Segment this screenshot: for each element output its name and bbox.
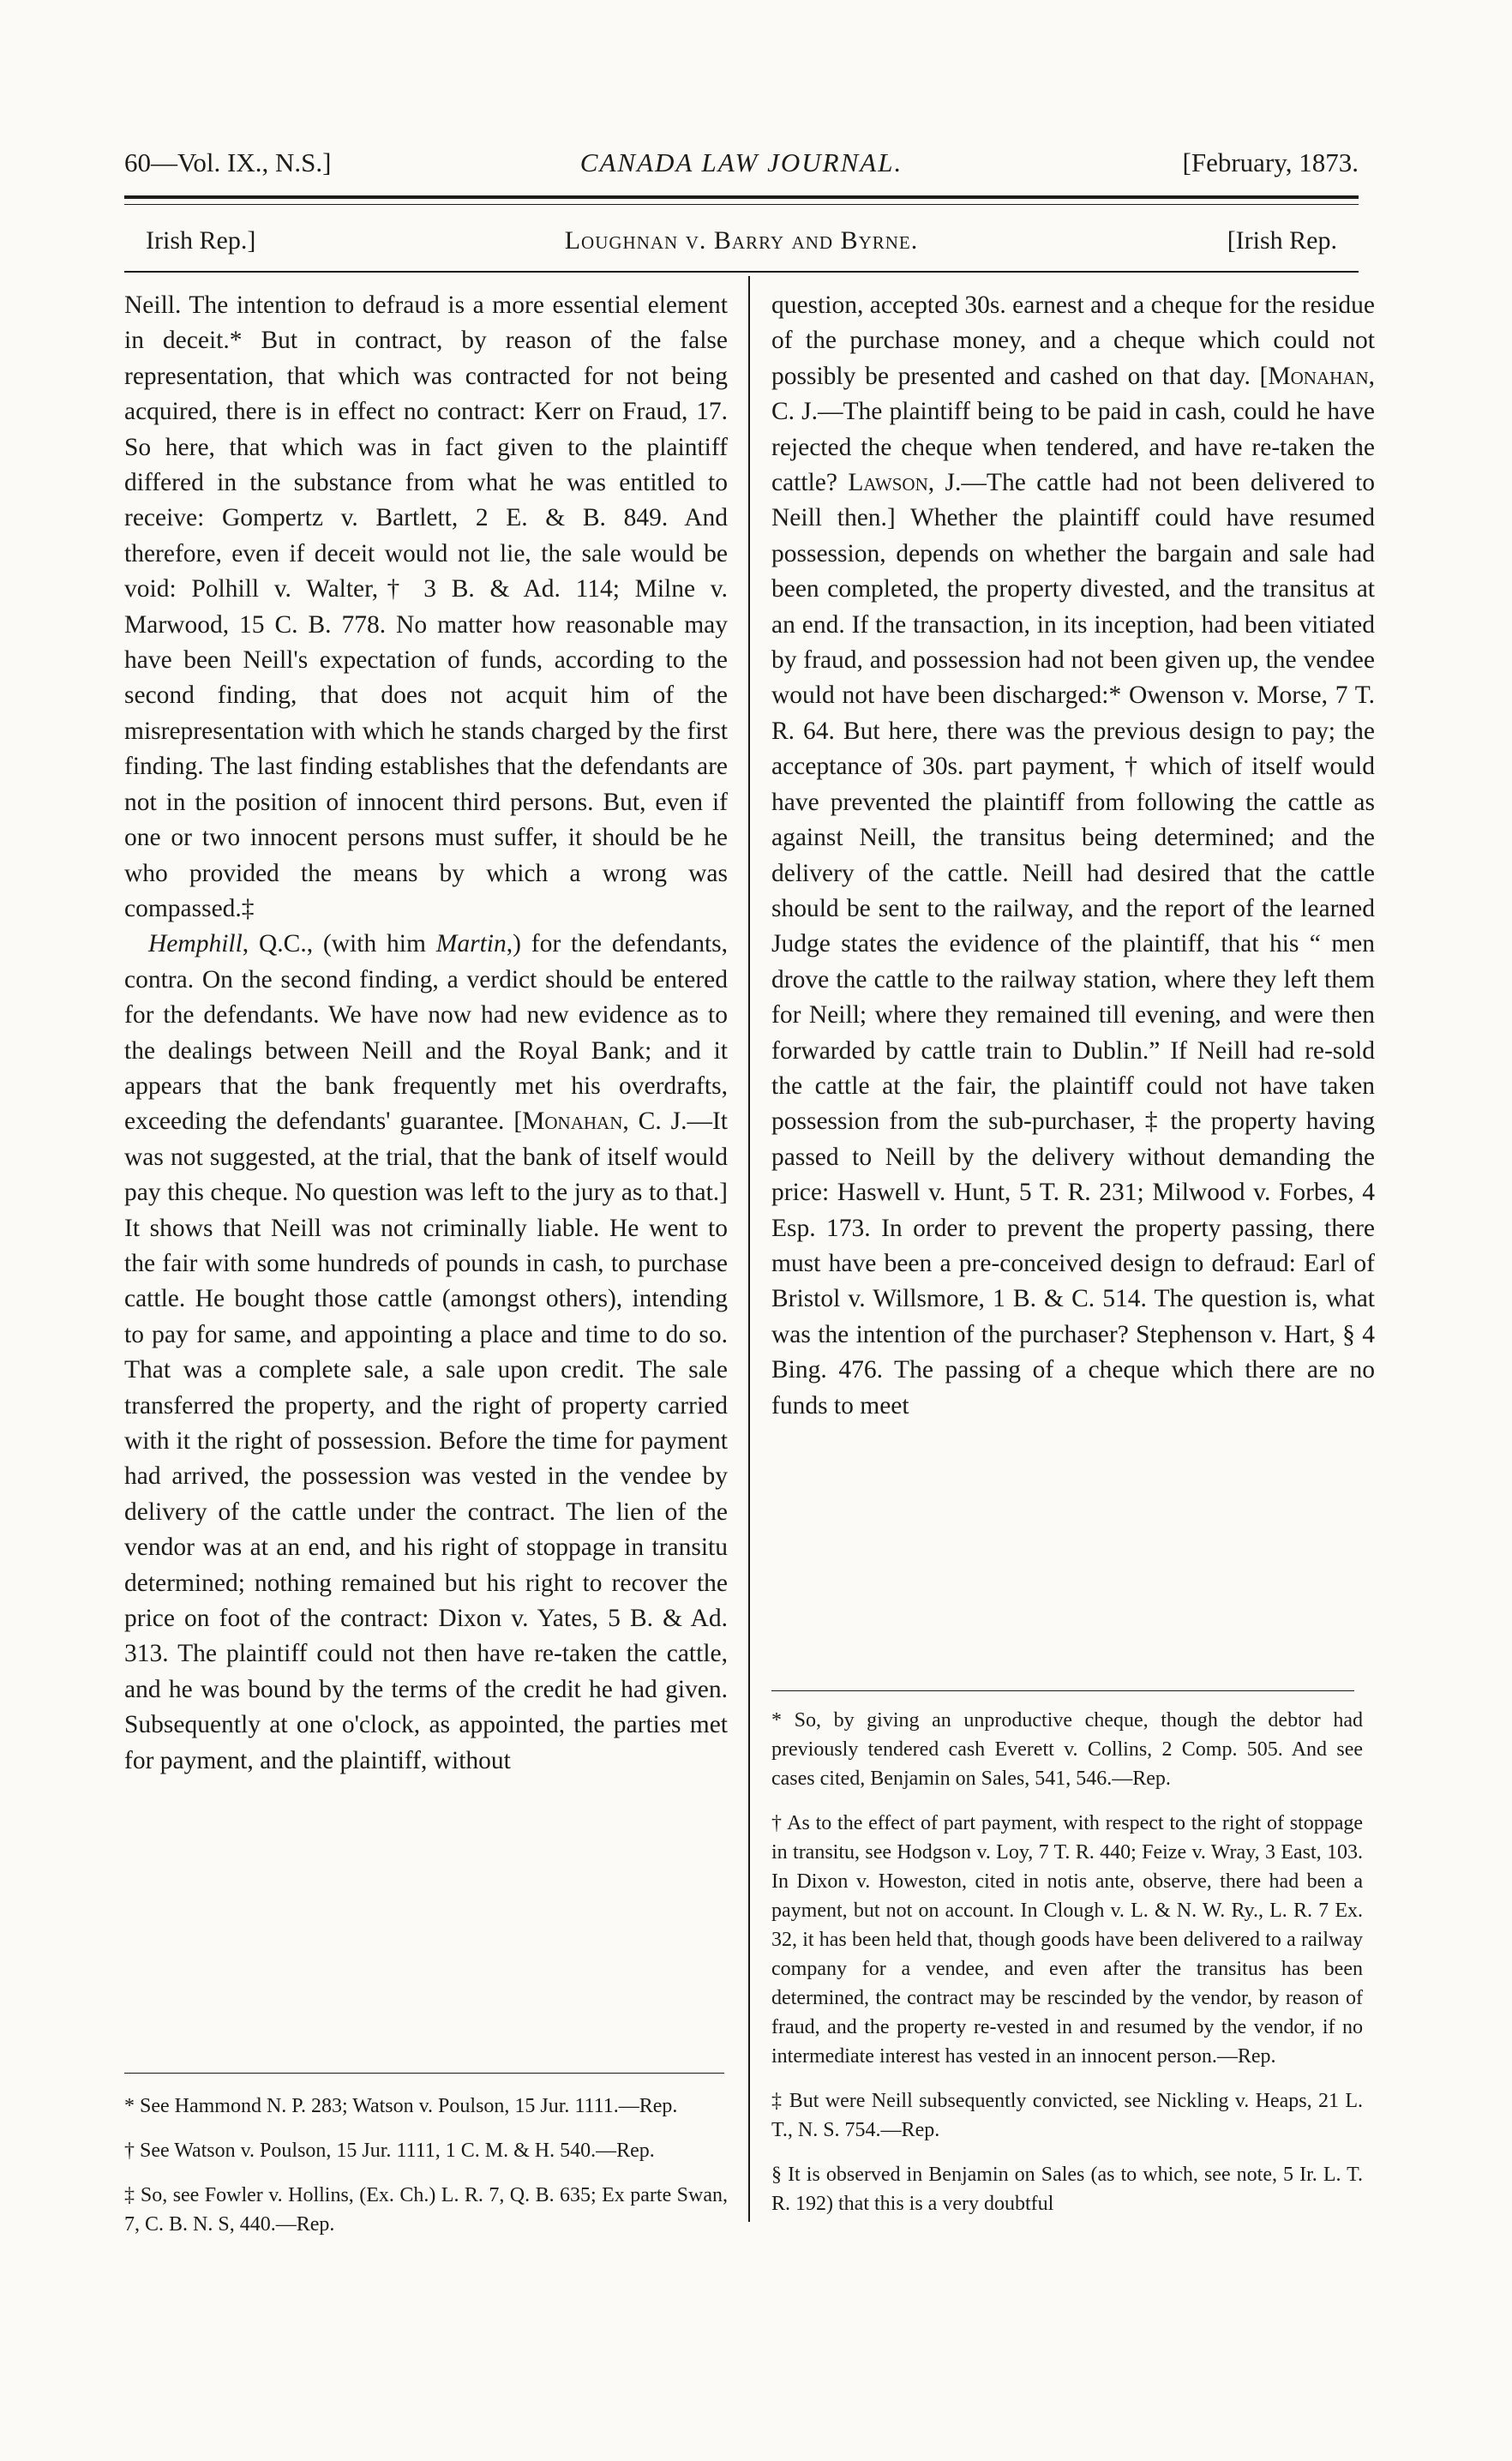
footnote: ‡ But were Neill subsequently convicted, see Nickling v. Heaps, 21 L. T., N. S. 754.—Rep. xyxy=(771,2090,1363,2141)
footnote: § It is observed in Benjamin on Sales (as to which, see note, 5 Ir. L. T. R. 192) that this is a very doubtful xyxy=(771,2164,1363,2215)
judge-name: Lawson, J. xyxy=(848,469,962,497)
running-head xyxy=(146,226,1337,261)
footnote: * See Hammond N. P. 283; Watson v. Poulson, 15 Jur. 1111.—Rep. xyxy=(124,2095,678,2117)
report-section-left: Irish Rep.] xyxy=(146,226,256,255)
footnote: * So, by giving an unproductive cheque, though the debtor had previously tendered cash Everett v. Collins, 2 Comp. 505. And see cases cited, Benjamin on Sales, 541, 546.—Rep. xyxy=(771,1709,1363,1790)
issue-date: [February, 1873. xyxy=(1182,147,1359,177)
counsel-name: Hemphill xyxy=(148,930,243,958)
right-paragraph-1: question, accepted 30s. earnest and a cheque for the residue of the purchase money, and a cheque which could not possibly be presented and cashed on that day. [Monahan, C. J.—The plaintiff being to be paid in cash, could he have rejected the cheque when tendered, and have re-taken the cattle? Lawson, J.—The cattle had not been delivered to Neill then.] Whether the plaintiff could have resumed possession, depends on whether the bargain and sale had been completed, the property divested, and the transitus at an end. If the transaction, in its inception, had been vitiated by fraud, and possession had not been given up, the vendee would not have been discharged:* Owenson v. Morse, 7 T. R. 64. But here, there was the previous design to pay; the acceptance of 30s. part payment, † which of itself would have prevented the plaintiff from following the cattle as against Neill, the transitus being determined; and the delivery of the cattle. Neill had desired that the cattle should be sent to the railway, and the report of the learned Judge states the evidence of the plaintiff, that his “ men drove the cattle to the railway station, where they left them for Neill; where they remained till evening, and were then forwarded by cattle train to Dublin.” If Neill had re-sold the cattle at the fair, the plaintiff could not have taken possession from the sub-purchaser, ‡ the property having passed to Neill by the delivery without demanding the price: Haswell v. Hunt, 5 T. R. 231; Milwood v. Forbes, 4 Esp. 173. In order to prevent the property passing, there must have been a pre-conceived design to defraud: Earl of Bristol v. Willsmore, 1 B. & C. 514. The question is, what was the intention of the purchaser? Stephenson v. Hart, § 4 Bing. 476. The passing of a cheque which there are no funds to meet xyxy=(771,291,1375,1420)
footnote-rule-left xyxy=(124,2073,724,2074)
left-column xyxy=(124,288,728,1779)
journal-title: CANADA LAW JOURNAL. xyxy=(579,147,903,177)
report-section-right: [Irish Rep. xyxy=(1227,226,1337,255)
footnotes-right xyxy=(771,1706,1363,2234)
header-rule-thick xyxy=(124,195,1359,199)
column-divider xyxy=(748,276,750,2222)
judge-name: Monahan, C. J. xyxy=(771,362,1375,426)
footnote-rule-right xyxy=(771,1690,1354,1691)
case-title: Loughnan v. Barry and Byrne. xyxy=(564,226,919,255)
volume-info: 60—Vol. IX., N.S.] xyxy=(124,147,332,177)
footnote: ‡ So, see Fowler v. Hollins, (Ex. Ch.) L. R. 7, Q. B. 635; Ex parte Swan, 7, C. B. N. S, 440.—Rep. xyxy=(124,2184,728,2236)
page-header xyxy=(124,147,1359,182)
junior-counsel-name: Martin xyxy=(435,930,507,958)
right-column xyxy=(771,288,1375,1424)
header-rule-thin xyxy=(124,204,1359,205)
footnotes-left xyxy=(124,2092,728,2254)
footnote: † See Watson v. Poulson, 15 Jur. 1111, 1 C. M. & H. 540.—Rep. xyxy=(124,2140,655,2162)
footnote: † As to the effect of part payment, with respect to the right of stoppage in transitu, see Hodgson v. Loy, 7 T. R. 440; Feize v. Wray, 3 East, 103. In Dixon v. Howeston, cited in notis ante, observe, there had been a payment, but not on account. In Clough v. L. & N. W. Ry., L. R. 7 Ex. 32, it has been held that, though goods have been delivered to a railway company for a vendee, and even after the transitus has been determined, the contract may be rescinded by the vendor, by reason of fraud, and the property re-vested in and resumed by the vendor, if no intermediate interest has vested in an innocent person.—Rep. xyxy=(771,1812,1363,2068)
left-paragraph-1: Neill. The intention to defraud is a more essential element in deceit.* But in contract, by reason of the false representation, that which was contracted for not being acquired, there is in effect no contract: Kerr on Fraud, 17. So here, that which was in fact given to the plaintiff differed in the substance from what he was entitled to receive: Gompertz v. Bartlett, 2 E. & B. 849. And therefore, even if deceit would not lie, the sale would be void: Polhill v. Walter,† 3 B. & Ad. 114; Milne v. Marwood, 15 C. B. 778. No matter how reasonable may have been Neill's expectation of funds, according to the second finding, that does not acquit him of the misrepresentation with which he stands charged by the first finding. The last finding establishes that the defendants are not in the position of innocent third persons. But, even if one or two innocent persons must suffer, it should be he who provided the means by which a wrong was compassed.‡ xyxy=(124,291,728,922)
running-head-rule xyxy=(124,271,1359,273)
left-paragraph-2: Hemphill, Q.C., (with him Martin,) for the defendants, contra. On the second finding, a verdict should be entered for the defendants. We have now had new evidence as to the dealings between Neill and the Royal Bank; and it appears that the bank frequently met his overdrafts, exceeding the defendants' guarantee. [Monahan, C. J.—It was not suggested, at the trial, that the bank of itself would pay this cheque. No question was left to the jury as to that.] It shows that Neill was not criminally liable. He went to the fair with some hundreds of pounds in cash, to purchase cattle. He bought those cattle (amongst others), intending to pay for same, and appointing a place and time to do so. That was a complete sale, a sale upon credit. The sale transferred the property, and the right of property carried with it the right of possession. Before the time for payment had arrived, the possession was vested in the vendee by delivery of the cattle under the contract. The lien of the vendor was at an end, and his right of stoppage in transitu determined; nothing remained but his right to recover the price on foot of the contract: Dixon v. Yates, 5 B. & Ad. 313. The plaintiff could not then have re-taken the cattle, and he was bound by the terms of the credit he had given. Subsequently at one o'clock, as appointed, the parties met for payment, and the plaintiff, without xyxy=(124,930,728,1774)
judge-name: Monahan, C. J. xyxy=(522,1107,687,1136)
